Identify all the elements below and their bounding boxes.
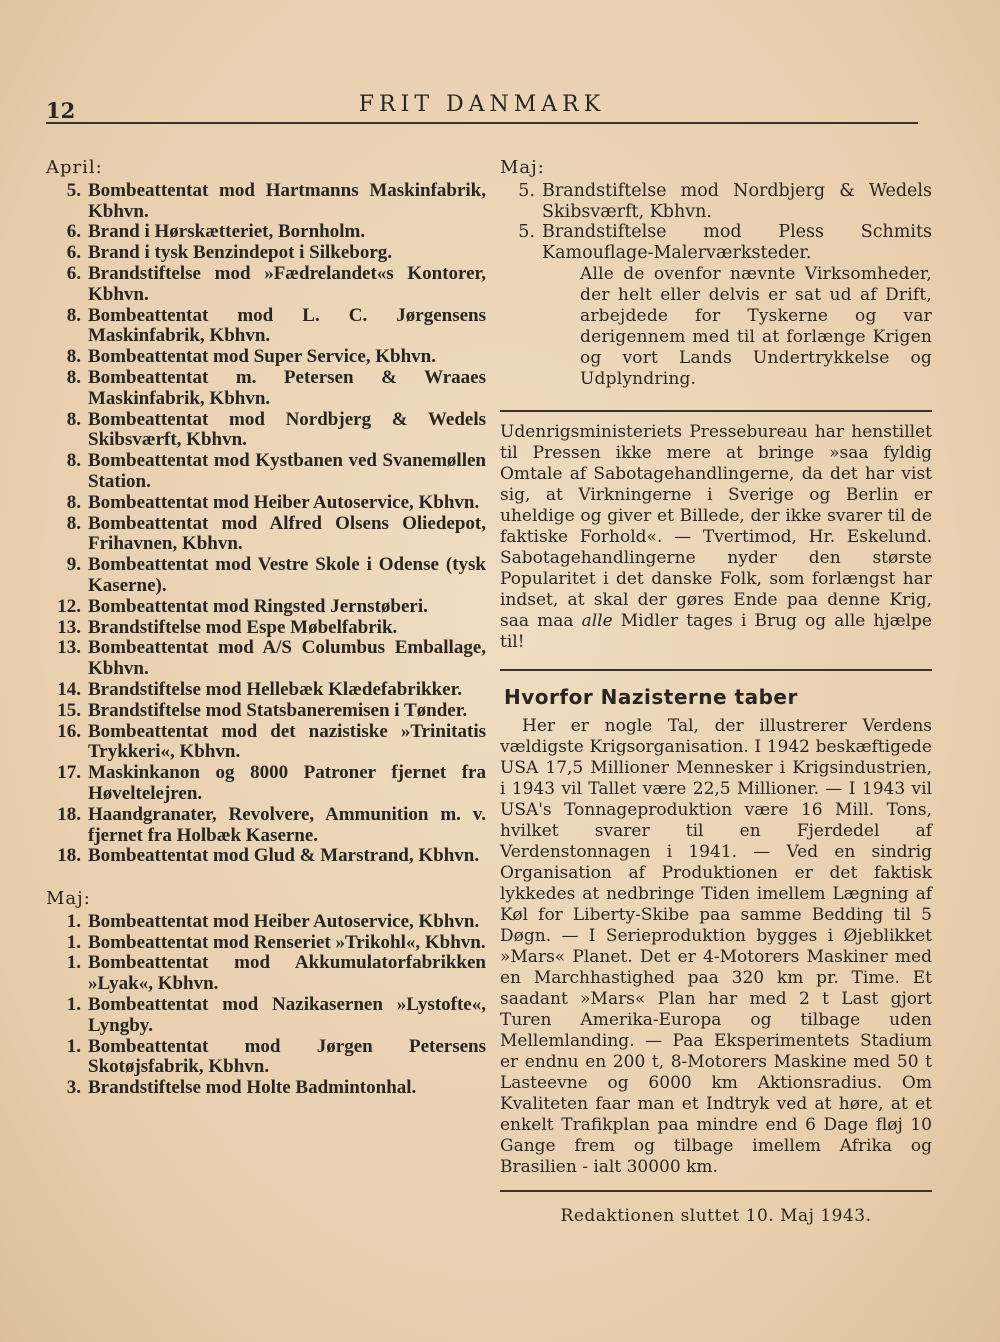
entry-text: Brandstiftelse mod Statsbaneremisen i Tønder.: [88, 699, 468, 721]
entry-day: 13.: [57, 637, 81, 659]
entry-day: 9.: [66, 554, 81, 576]
list-item: [46, 264, 486, 306]
closing-line: Redaktionen sluttet 10. Maj 1943.: [560, 1205, 872, 1226]
entry-text: Bombeattentat mod Nordbjerg & Wedels Skibsværft, Kbhvn.: [88, 408, 486, 451]
entry-text: Haandgranater, Revolvere, Ammunition m. v. fjernet fra Holbæk Kaserne.: [88, 803, 486, 846]
month-label-april: April:: [46, 157, 103, 178]
entry-day: 6.: [66, 242, 81, 264]
entry-day: 6.: [66, 262, 81, 284]
entry-day: 3.: [66, 1077, 81, 1099]
entry-day: 17.: [57, 762, 81, 784]
entry-text: Bombeattentat mod Ringsted Jernstøberi.: [88, 595, 428, 617]
section-divider: [500, 669, 932, 671]
entry-text: Bombeattentat mod Vestre Skole i Odense (tysk Kaserne).: [88, 554, 486, 596]
april-entry-list: [46, 181, 486, 867]
article-body: Her er nogle Tal, der illustrerer Verdens vældigste Krigsorganisation. I 1942 beskæftigede USA 17,5 Millioner Mennesker i Krigsindustrien, i 1943 vil Tallet være 22,5 Millioner. — I 1943 vil USA's Tonnageproduktion være 16 Mill. Tons, hvilket svarer til en Fjerdedel af Verdenstonnagen i 1941. — Ved en sindrig Organisation af Produktionen er det faktisk lykkedes at nedbringe Tiden imellem Lægning af Køl for Liberty-Skibe paa samme Bedding til 5 Døgn. — I Serieproduktion bygges i Øjeblikket »Mars« Planet. Det er 4-Motorers Maskiner med en Marchhastighed paa 320 km pr. Time. Et saadant »Mars« Plan har med 2 t Last gjort Turen Amerika-Europa og tilbage uden Mellemlanding. — Paa Eksperimentets Stadium er endnu en 200 t, 8-Motorers Maskine med 50 t Lasteevne og 6000 km Aktionsradius. Om Kvaliteten faar man et Indtryk ved at høre, at et enkelt Trafikplan paa mindre end 6 Dage fløj 10 Gange frem og tilbage imellem Afrika og Brasilien - ialt 30000 km.: [500, 715, 932, 1177]
entry-text: Bombeattentat mod Hartmanns Maskinfabrik, Kbhvn.: [88, 179, 486, 222]
entry-text: Bombeattentat m. Petersen & Wraaes Maskinfabrik, Kbhvn.: [88, 366, 486, 409]
entry-text: Bombeattentat mod Glud & Marstrand, Kbhvn.: [88, 845, 480, 867]
entry-day: 5.: [66, 179, 81, 201]
entry-text: Brand i Hørskætteriet, Bornholm.: [88, 221, 366, 243]
section-divider: [500, 410, 932, 412]
entry-day: 16.: [57, 720, 81, 742]
list-item: [46, 805, 486, 847]
entry-day: 5.: [518, 180, 535, 201]
press-paragraph-text: Udenrigsministeriets Pressebureau har henstillet til Pressen ikke mere at bringe »saa fyldig Omtale af Sabotagehandlingerne, da det har vist sig, at Virkningerne i Sverige og Berlin er uheldige og giver et Billede, der ikke svarer til de faktiske Forhold«. — Tvertimod, Hr. Eskelund. Sabotagehandlingerne nyder den største Popularitet i det danske Folk, som forlængst har indset, at skal der gøres Ende paa denne Krig, saa maa: [500, 421, 932, 631]
entry-day: 8.: [66, 346, 81, 368]
entry-day: 6.: [66, 221, 81, 243]
entry-text: Brandstiftelse mod Hellebæk Klædefabrikker.: [88, 678, 463, 700]
entry-text: Bombeattentat mod Akkumulatorfabrikken »Lyak«, Kbhvn.: [88, 952, 486, 995]
entry-day: 1.: [66, 1035, 81, 1057]
list-item: [46, 451, 486, 493]
article-heading: Hvorfor Nazisterne taber: [504, 684, 798, 709]
entry-day: 18.: [57, 845, 81, 867]
press-paragraph-text-end: Midler tages i Brug og alle hjælpe til!: [500, 610, 932, 652]
list-item: [46, 368, 486, 410]
list-item: [46, 1078, 486, 1099]
left-column: [46, 158, 486, 1099]
press-paragraph-emphasis: alle: [581, 610, 613, 631]
list-item: [46, 181, 486, 223]
entry-text: Brandstiftelse mod Pless Schmits Kamouflage-Malerværksteder.: [542, 222, 932, 264]
entry-day: 14.: [57, 678, 81, 700]
list-item: [46, 933, 486, 954]
entry-text: Bombeattentat mod Heiber Autoservice, Kbhvn.: [88, 491, 480, 513]
entry-day: 1.: [66, 910, 81, 932]
month-label-maj-continued: Maj:: [500, 157, 545, 178]
list-item: [500, 222, 932, 264]
newspaper-title: FRIT DANMARK: [358, 92, 606, 117]
entry-day: 1.: [66, 931, 81, 953]
list-item: [46, 243, 486, 264]
page-header: [46, 92, 918, 124]
entry-text: Bombeattentat mod Nazikasernen »Lystofte«, Lyngby.: [88, 994, 486, 1036]
press-bureau-paragraph: [500, 422, 932, 653]
entry-day: 8.: [66, 512, 81, 534]
entry-text: Bombeattentat mod Heiber Autoservice, Kbhvn.: [88, 910, 480, 932]
list-item: [46, 763, 486, 805]
page-number: 12: [46, 98, 76, 123]
list-item: [46, 995, 486, 1037]
list-item: [46, 618, 486, 639]
entry-text: Brandstiftelse mod Espe Møbelfabrik.: [88, 616, 398, 638]
entry-day: 1.: [66, 952, 81, 974]
list-item: [46, 638, 486, 680]
list-item: [46, 701, 486, 722]
entry-day: 8.: [66, 408, 81, 430]
entry-text: Maskinkanon og 8000 Patroner fjernet fra Høveltelejren.: [88, 762, 486, 804]
entry-text: Brand i tysk Benzindepot i Silkeborg.: [88, 242, 393, 264]
list-item: [46, 680, 486, 701]
entry-text: Bombeattentat mod det nazistiske »Trinitatis Trykkeri«, Kbhvn.: [88, 720, 486, 763]
entry-day: 1.: [66, 994, 81, 1016]
entry-text: Bombeattentat mod Jørgen Petersens Skotøjsfabrik, Kbhvn.: [88, 1035, 486, 1078]
list-item: [46, 953, 486, 995]
entry-day: 8.: [66, 491, 81, 513]
sabotage-note: Alle de ovenfor nævnte Virksomheder, der helt eller delvis er sat ud af Drift, arbejdede for Tyskerne og var derigennem med til at forlænge Krigen og vort Lands Undertrykkelse og Udplyndring.: [580, 263, 932, 389]
right-column: [500, 158, 932, 1227]
entry-text: Bombeattentat mod Kystbanen ved Svanemøllen Station.: [88, 450, 486, 492]
entry-text: Bombeattentat mod A/S Columbus Emballage, Kbhvn.: [88, 637, 486, 680]
entry-day: 5.: [518, 222, 535, 243]
entry-day: 15.: [57, 699, 81, 721]
list-item: [46, 722, 486, 764]
list-item: [46, 306, 486, 348]
list-item: [46, 597, 486, 618]
entry-text: Brandstiftelse mod Nordbjerg & Wedels Skibsværft, Kbhvn.: [542, 180, 932, 222]
entry-text: Brandstiftelse mod »Fædrelandet«s Kontorer, Kbhvn.: [88, 262, 486, 305]
entry-day: 8.: [66, 450, 81, 472]
list-item: [46, 410, 486, 452]
entry-day: 18.: [57, 803, 81, 825]
entry-text: Bombeattentat mod Super Service, Kbhvn.: [88, 346, 436, 368]
closing-divider: [500, 1190, 932, 1192]
entry-day: 13.: [57, 616, 81, 638]
list-item: [46, 846, 486, 867]
entry-text: Bombeattentat mod Alfred Olsens Oliedepot, Frihavnen, Kbhvn.: [88, 512, 486, 555]
entry-day: 8.: [66, 366, 81, 388]
list-item: [46, 555, 486, 597]
list-item: [46, 514, 486, 556]
entry-day: 12.: [57, 595, 81, 617]
maj-entry-list-continued: [500, 181, 932, 264]
list-item: [500, 181, 932, 223]
entry-day: 8.: [66, 304, 81, 326]
list-item: [46, 1037, 486, 1079]
list-item: [46, 222, 486, 243]
entry-text: Bombeattentat mod L. C. Jørgensens Maskinfabrik, Kbhvn.: [88, 304, 486, 347]
list-item: [46, 493, 486, 514]
list-item: [46, 347, 486, 368]
entry-text: Bombeattentat mod Renseriet »Trikohl«, Kbhvn.: [88, 931, 486, 953]
entry-text: Brandstiftelse mod Holte Badmintonhal.: [88, 1077, 417, 1099]
maj-entry-list: [46, 912, 486, 1099]
list-item: [46, 912, 486, 933]
month-label-maj: Maj:: [46, 888, 91, 910]
